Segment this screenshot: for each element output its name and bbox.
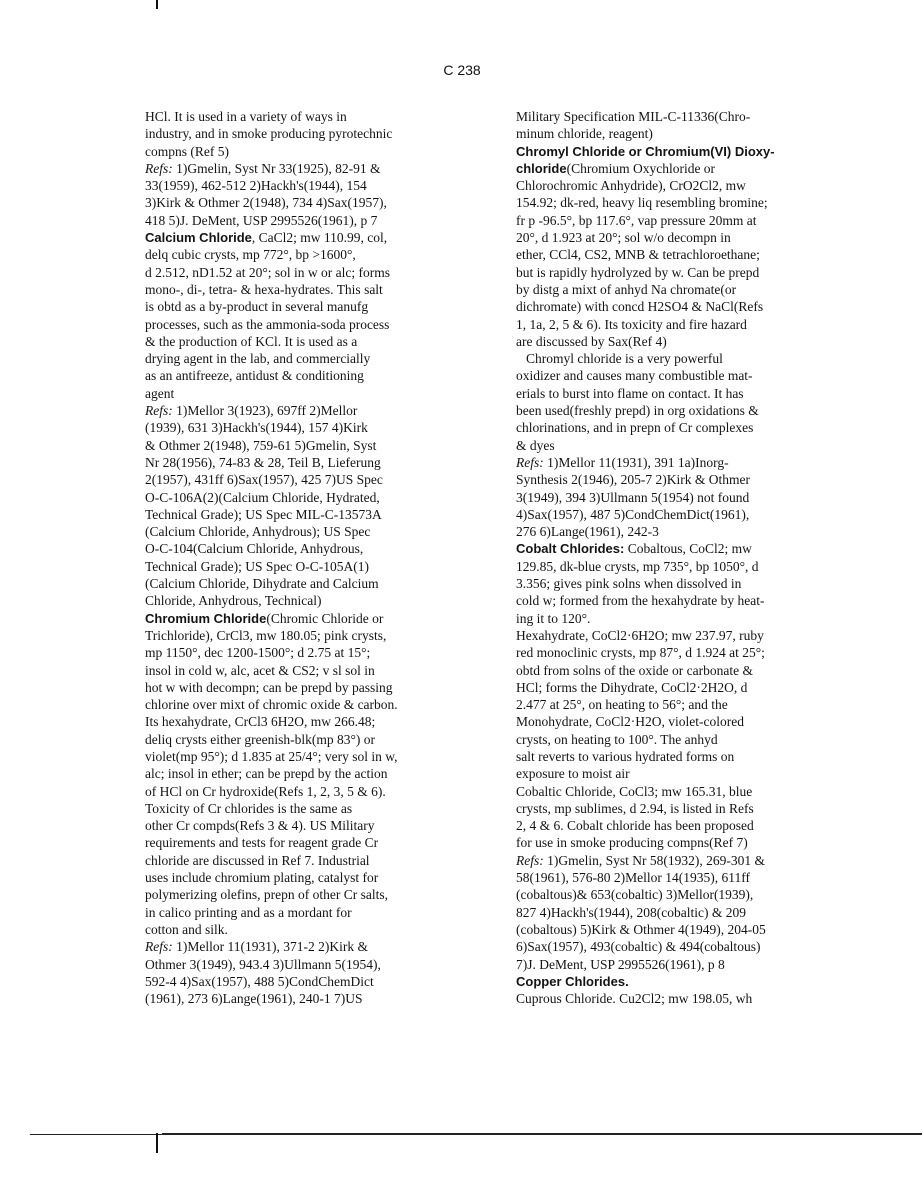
right-text-line: Chromyl Chloride or Chromium(VI) Dioxy- bbox=[516, 143, 775, 159]
right-text-line: Cobalt Chlorides: Cobaltous, CoCl2; mw bbox=[516, 541, 752, 557]
left-text-line: Toxicity of Cr chlorides is the same as bbox=[145, 800, 353, 816]
right-text-line: 129.85, dk-blue crysts, mp 735°, bp 1050°, d bbox=[516, 558, 759, 574]
left-text-line: compns (Ref 5) bbox=[145, 143, 229, 159]
right-text-line: 20°, d 1.923 at 20°; sol w/o decompn in bbox=[516, 230, 731, 246]
left-text-line: Technical Grade); US Spec O-C-105A(1) bbox=[145, 558, 369, 574]
left-text-line: d 2.512, nD1.52 at 20°; sol in w or alc; forms bbox=[145, 264, 390, 280]
right-text-line: 4)Sax(1957), 487 5)CondChemDict(1961), bbox=[516, 506, 750, 522]
left-text-line: polymerizing olefins, prepn of other Cr salts, bbox=[145, 887, 388, 903]
left-text-line: Chloride, Anhydrous, Technical) bbox=[145, 593, 322, 609]
left-text-line: 2(1957), 431ff 6)Sax(1957), 425 7)US Spec bbox=[145, 472, 383, 488]
left-text-line: 592-4 4)Sax(1957), 488 5)CondChemDict bbox=[145, 973, 374, 989]
left-text-line: uses include chromium plating, catalyst for bbox=[145, 870, 379, 886]
left-text-line: processes, such as the ammonia-soda process bbox=[145, 316, 390, 332]
right-text-line: Synthesis 2(1946), 205-7 2)Kirk & Othmer bbox=[516, 472, 750, 488]
right-text-line: ing it to 120°. bbox=[516, 610, 591, 626]
footer-rule-thick bbox=[162, 1133, 922, 1135]
right-text-line: oxidizer and causes many combustible mat- bbox=[516, 368, 753, 384]
right-text-line: Cuprous Chloride. Cu2Cl2; mw 198.05, wh bbox=[516, 991, 753, 1007]
right-text-line: ether, CCl4, CS2, MNB & tetrachloroethane; bbox=[516, 247, 760, 263]
left-text-line: industry, and in smoke producing pyrotechnic bbox=[145, 126, 393, 142]
right-text-line: 276 6)Lange(1961), 242-3 bbox=[516, 524, 659, 540]
right-text-line: 6)Sax(1957), 493(cobaltic) & 494(cobaltous) bbox=[516, 939, 761, 955]
left-text-line: Refs: 1)Mellor 3(1923), 697ff 2)Mellor bbox=[145, 403, 358, 419]
left-text-line: Refs: 1)Mellor 11(1931), 371-2 2)Kirk & bbox=[145, 939, 368, 955]
left-text-line: 3)Kirk & Othmer 2(1948), 734 4)Sax(1957), bbox=[145, 195, 387, 211]
left-text-line: drying agent in the lab, and commercially bbox=[145, 351, 371, 367]
right-text-line: 827 4)Hackh's(1944), 208(cobaltic) & 209 bbox=[516, 904, 747, 920]
left-text-line: cotton and silk. bbox=[145, 921, 228, 937]
left-text-line: Chromium Chloride(Chromic Chloride or bbox=[145, 610, 384, 626]
right-text-line: minum chloride, reagent) bbox=[516, 126, 653, 142]
left-text-line: (Calcium Chloride, Dihydrate and Calcium bbox=[145, 576, 379, 592]
right-text-line: Cobaltic Chloride, CoCl3; mw 165.31, blue bbox=[516, 783, 753, 799]
right-text-line: 154.92; dk-red, heavy liq resembling bromine; bbox=[516, 195, 768, 211]
left-text-line: Calcium Chloride, CaCl2; mw 110.99, col, bbox=[145, 230, 388, 246]
right-text-line: erials to burst into flame on contact. It has bbox=[516, 385, 744, 401]
left-text-line: & Othmer 2(1948), 759-61 5)Gmelin, Syst bbox=[145, 437, 377, 453]
left-text-line: Refs: 1)Gmelin, Syst Nr 33(1925), 82-91 & bbox=[145, 160, 381, 176]
left-text-line: O-C-104(Calcium Chloride, Anhydrous, bbox=[145, 541, 364, 557]
right-text-line: 3.356; gives pink solns when dissolved in bbox=[516, 576, 742, 592]
right-text-line: 7)J. DeMent, USP 2995526(1961), p 8 bbox=[516, 956, 725, 972]
left-text-line: deliq crysts either greenish-blk(mp 83°) or bbox=[145, 731, 375, 747]
left-text-line: 418 5)J. DeMent, USP 2995526(1961), p 7 bbox=[145, 212, 378, 228]
right-text-line: 2.477 at 25°, on heating to 56°; and the bbox=[516, 697, 728, 713]
right-text-line: for use in smoke producing compns(Ref 7) bbox=[516, 835, 748, 851]
right-text-line: are discussed by Sax(Ref 4) bbox=[516, 333, 667, 349]
left-text-line: O-C-106A(2)(Calcium Chloride, Hydrated, bbox=[145, 489, 380, 505]
right-text-line: 2, 4 & 6. Cobalt chloride has been proposed bbox=[516, 818, 754, 834]
left-text-line: (1939), 631 3)Hackh's(1944), 157 4)Kirk bbox=[145, 420, 368, 436]
right-text-line: salt reverts to various hydrated forms on bbox=[516, 748, 735, 764]
right-text-line: chlorinations, and in prepn of Cr complexes bbox=[516, 420, 754, 436]
right-text-line: Refs: 1)Mellor 11(1931), 391 1a)Inorg- bbox=[516, 454, 729, 470]
left-text-line: chloride are discussed in Ref 7. Industrial bbox=[145, 852, 370, 868]
left-text-line: Nr 28(1956), 74-83 & 28, Teil B, Lieferung bbox=[145, 454, 381, 470]
right-text-line: Chromyl chloride is a very powerful bbox=[526, 351, 723, 367]
right-text-line: (cobaltous) 5)Kirk & Othmer 4(1949), 204-05 bbox=[516, 921, 766, 937]
right-text-line: crysts, on heating to 100°. The anhyd bbox=[516, 731, 718, 747]
left-text-line: alc; insol in ether; can be prepd by the action bbox=[145, 766, 388, 782]
left-text-line: Its hexahydrate, CrCl3 6H2O, mw 266.48; bbox=[145, 714, 376, 730]
left-text-line: as an antifreeze, antidust & conditioning bbox=[145, 368, 364, 384]
left-text-line: Trichloride), CrCl3, mw 180.05; pink crysts, bbox=[145, 627, 387, 643]
right-text-line: by distg a mixt of anhyd Na chromate(or bbox=[516, 281, 737, 297]
right-text-line: Refs: 1)Gmelin, Syst Nr 58(1932), 269-301 & bbox=[516, 852, 765, 868]
page-number: C 238 bbox=[443, 62, 481, 78]
left-text-line: chlorine over mixt of chromic oxide & carbon. bbox=[145, 697, 398, 713]
right-text-line: chloride(Chromium Oxychloride or bbox=[516, 160, 716, 176]
left-text-line: & the production of KCl. It is used as a bbox=[145, 333, 358, 349]
right-text-line: been used(freshly prepd) in org oxidations & bbox=[516, 403, 759, 419]
left-text-line: HCl. It is used in a variety of ways in bbox=[145, 109, 347, 124]
left-text-line: is obtd as a by-product in several manufg bbox=[145, 299, 369, 315]
right-text-line: obtd from solns of the oxide or carbonate & bbox=[516, 662, 753, 678]
left-text-line: mono-, di-, tetra- & hexa-hydrates. This salt bbox=[145, 281, 383, 297]
right-text-line: dichromate) with concd H2SO4 & NaCl(Refs bbox=[516, 299, 764, 315]
right-column bbox=[516, 108, 828, 1007]
left-text-line: hot w with decompn; can be prepd by passing bbox=[145, 679, 393, 695]
left-text-line: (Calcium Chloride, Anhydrous); US Spec bbox=[145, 524, 371, 540]
right-text-line: HCl; forms the Dihydrate, CoCl2·2H2O, d bbox=[516, 679, 748, 695]
right-text-line: but is rapidly hydrolyzed by w. Can be prepd bbox=[516, 264, 760, 280]
right-text-line: cold w; formed from the hexahydrate by heat- bbox=[516, 593, 765, 609]
left-text-line: of HCl on Cr hydroxide(Refs 1, 2, 3, 5 & 6). bbox=[145, 783, 386, 799]
left-text-line: Othmer 3(1949), 943.4 3)Ullmann 5(1954), bbox=[145, 956, 381, 972]
left-text-line: 33(1959), 462-512 2)Hackh's(1944), 154 bbox=[145, 178, 367, 194]
right-text-line: fr p -96.5°, bp 117.6°, vap pressure 20mm at bbox=[516, 212, 757, 228]
right-text-line: exposure to moist air bbox=[516, 766, 630, 782]
right-text-line: (cobaltous)& 653(cobaltic) 3)Mellor(1939), bbox=[516, 887, 754, 903]
right-text-line: red monoclinic crysts, mp 87°, d 1.924 at 25°; bbox=[516, 645, 765, 661]
right-text-line: Copper Chlorides. bbox=[516, 973, 629, 989]
left-text-line: (1961), 273 6)Lange(1961), 240-1 7)US bbox=[145, 991, 363, 1007]
left-text-line: other Cr compds(Refs 3 & 4). US Military bbox=[145, 818, 375, 834]
left-text-line: Technical Grade); US Spec MIL-C-13573A bbox=[145, 506, 382, 522]
left-text-line: requirements and tests for reagent grade Cr bbox=[145, 835, 379, 851]
right-text-line: Hexahydrate, CoCl2·6H2O; mw 237.97, ruby bbox=[516, 627, 764, 643]
right-text-line: Monohydrate, CoCl2·H2O, violet-colored bbox=[516, 714, 744, 730]
left-text-line: mp 1150°, dec 1200-1500°; d 2.75 at 15°; bbox=[145, 645, 371, 661]
right-text-line: 1, 1a, 2, 5 & 6). Its toxicity and fire hazard bbox=[516, 316, 747, 332]
left-text-line: in calico printing and as a mordant for bbox=[145, 904, 352, 920]
right-text-line: 58(1961), 576-80 2)Mellor 14(1935), 611ff bbox=[516, 870, 750, 886]
left-column bbox=[145, 108, 475, 1007]
right-text-line: & dyes bbox=[516, 437, 555, 453]
right-text-line: Military Specification MIL-C-11336(Chro- bbox=[516, 109, 751, 124]
left-text-line: delq cubic crysts, mp 772°, bp >1600°, bbox=[145, 247, 356, 263]
right-text-line: 3(1949), 394 3)Ullmann 5(1954) not found bbox=[516, 489, 750, 505]
left-text-line: violet(mp 95°); d 1.835 at 25/4°; very sol in w, bbox=[145, 748, 398, 764]
left-text-line: agent bbox=[145, 385, 175, 401]
left-text-line: insol in cold w, alc, acet & CS2; v sl sol in bbox=[145, 662, 375, 678]
right-text-line: Chlorochromic Anhydride), CrO2Cl2, mw bbox=[516, 178, 746, 194]
right-text-line: crysts, mp sublimes, d 2.94, is listed in Refs bbox=[516, 800, 754, 816]
top-margin-mark bbox=[156, 0, 158, 9]
bottom-margin-mark bbox=[156, 1133, 158, 1153]
